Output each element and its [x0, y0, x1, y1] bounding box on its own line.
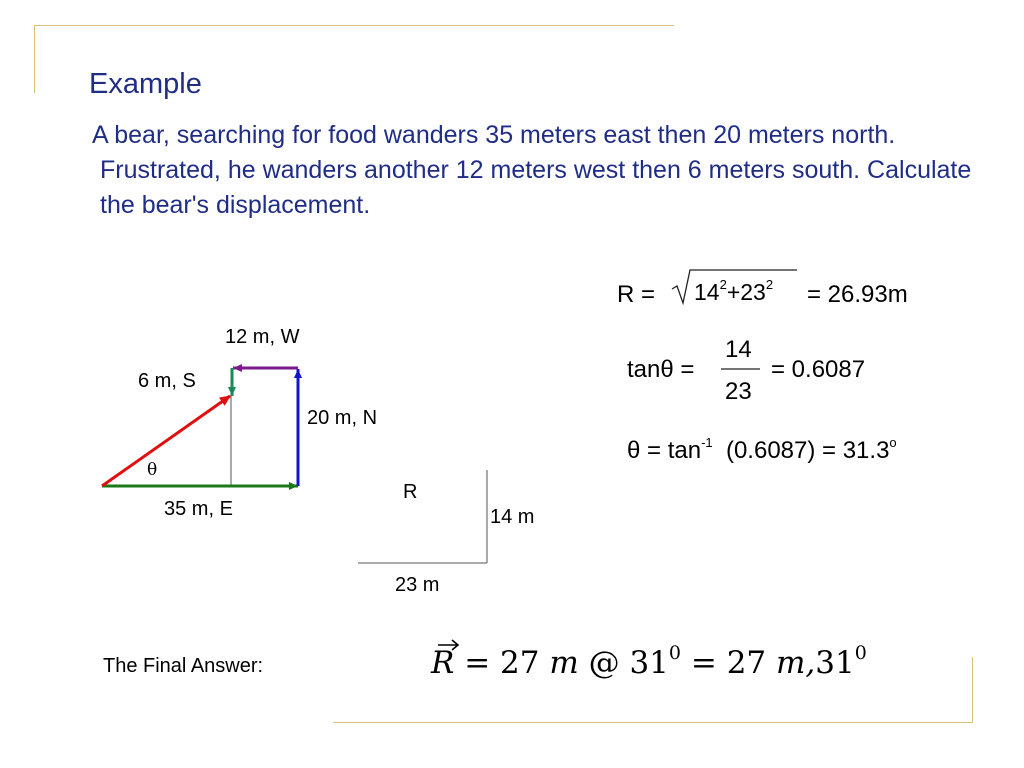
equation-magnitude-result: = 26.93m — [807, 281, 908, 308]
answer-angle-alt: 31 — [815, 645, 855, 681]
answer-angle-exponent: 0 — [668, 642, 682, 664]
final-answer-label: The Final Answer: — [103, 655, 264, 677]
answer-magnitude-alt: = 27 — [690, 645, 767, 681]
radicand-b: +23 — [726, 279, 766, 305]
label-leg-vertical: 14 m — [490, 506, 535, 528]
angle-degree-mark: o — [889, 435, 897, 450]
final-answer-equation — [431, 642, 867, 681]
equation-magnitude-radicand — [694, 279, 773, 306]
label-theta: θ — [147, 460, 158, 480]
equation-angle — [627, 437, 897, 465]
answer-angle-alt-exponent: 0 — [854, 642, 867, 664]
answer-vector-symbol: R — [431, 645, 455, 681]
equation-tangent-numerator: 14 — [725, 336, 752, 363]
angle-lhs: θ = tan — [627, 437, 702, 464]
label-east-vector: 35 m, E — [164, 498, 233, 520]
slide-title: Example — [89, 68, 202, 100]
equation-tangent-denominator: 23 — [725, 378, 752, 405]
equation-tangent-lhs: tanθ = — [627, 356, 695, 383]
resultant-vector-arrow — [102, 396, 230, 486]
angle-inverse-exponent: -1 — [701, 435, 713, 450]
label-leg-horizontal: 23 m — [395, 574, 440, 596]
answer-magnitude: = 27 — [464, 645, 540, 681]
equation-tangent-result: = 0.6087 — [771, 356, 866, 383]
label-north-vector: 20 m, N — [307, 407, 378, 429]
answer-unit-alt: m, — [776, 645, 816, 681]
radicand-a: 14 — [694, 279, 720, 305]
label-south-vector: 6 m, S — [138, 370, 196, 392]
label-resultant: R — [403, 481, 418, 503]
radicand-b-exponent: 2 — [765, 277, 774, 292]
problem-statement: A bear, searching for food wanders 35 meters east then 20 meters north. Frustrated, he wanders another 12 meters west then 6 meters south. Calculate the bear's displacement. — [92, 121, 972, 219]
angle-rhs: (0.6087) = 31.3 — [725, 437, 890, 464]
label-west-vector: 12 m, W — [225, 326, 300, 348]
answer-unit: m — [549, 645, 579, 681]
answer-at-angle: @ 31 — [588, 645, 669, 681]
radicand-a-exponent: 2 — [719, 277, 727, 292]
equation-magnitude-prefix: R = — [617, 281, 656, 308]
